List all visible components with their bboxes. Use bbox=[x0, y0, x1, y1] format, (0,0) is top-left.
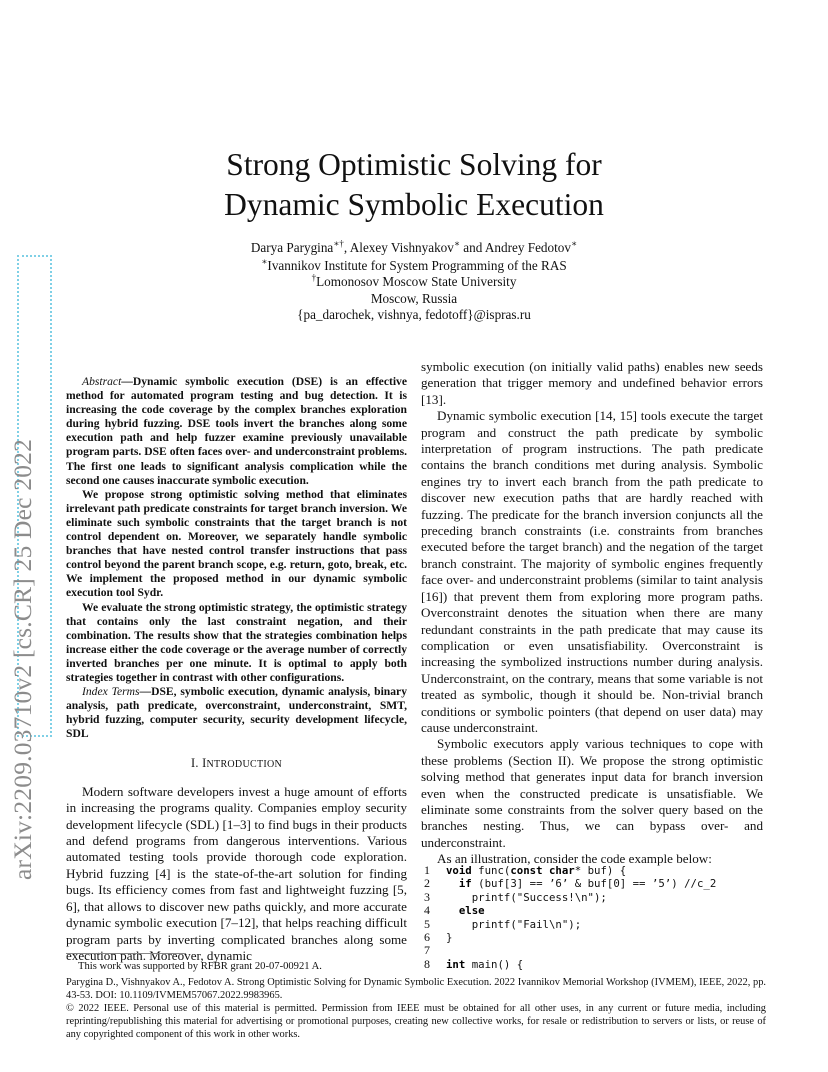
title-line-1: Strong Optimistic Solving for bbox=[226, 147, 602, 182]
code-text: * buf) { bbox=[574, 864, 627, 877]
right-paragraph-0: symbolic execution (on initially valid paths) enables new seeds generation that trigger memory and undefined behavior errors [13]. bbox=[421, 359, 763, 407]
citation-block bbox=[66, 977, 766, 1042]
index-terms-label: Index Terms bbox=[82, 685, 140, 699]
author-2-marks: ∗ bbox=[453, 238, 460, 249]
affiliation-2-mark: † bbox=[311, 272, 317, 283]
right-paragraph-1: Dynamic symbolic execution [14, 15] tools execute the target program and construct the path predicate by symbolic interpretation of program instructions. The path predicate contains the branch conditions met during analysis. Symbolic engines try to invert each branch from the path predicate to discover new execution paths that are hardly reached with fuzzing. The predicate for the branch inversion conjuncts all the preceding branch constraints (i.e. constraints from branches executed before the target branch) and the negation of the target branch constraint. The majority of symbolic engines frequently face over- and underconstraint problems (similar to taint analysis [16]) that prevent them from exploring more program paths. Overconstraint denotes the situation when there are many redundant constraints in the path predicate that may cause its complication or even unsatisfiability. Overconstraint is increasing the symbolized instructions number during analysis. Underconstraint, on the contrary, means that some variable is not treated as symbolic, though it should be. Non-trivial branch conditions or symbolic pointers (that depend on user data) may cause underconstraint. bbox=[421, 408, 763, 735]
copyright-notice: © 2022 IEEE. Personal use of this material is permitted. Permission from IEEE must be obtained for all other uses, in any current or future media, including reprinting/republishing this material for advertising or promotional purposes, creating new collective works, for resale or redistribution to servers or lists, or reuse of any copyrighted component of this work in other works. bbox=[66, 1002, 766, 1040]
citation-text: Parygina D., Vishnyakov A., Fedotov A. Strong Optimistic Solving for Dynamic Symbolic Execution. 2022 Ivannikov Memorial Workshop (IVMEM), IEEE, 2022, pp. 43-53. DOI: 10.1109/IVMEM57067.2022.9983965. bbox=[66, 977, 766, 1001]
code-text: (buf[3] == bbox=[471, 877, 549, 891]
code-keyword: else bbox=[446, 904, 485, 918]
footnote-rule bbox=[66, 953, 186, 954]
code-keyword: const char bbox=[510, 864, 575, 877]
code-text: printf("Success!\n"); bbox=[446, 890, 607, 904]
abstract-paragraph-2: We propose strong optimistic solving method that eliminates irrelevant path predicate constraints for target branch inversion. We eliminate such symbolic constraints that the target branch is not control dependent on. Moreover, we separately handle symbolic branches that have nested control transfer instructions that pass control beyond the parent branch scope, e.g. return, goto, break, etc. We implement the proposed method in our dynamic symbolic execution tool Sydr. bbox=[66, 487, 407, 600]
index-terms-text: —DSE, symbolic execution, dynamic analysis, binary analysis, path predicate, overconstraint, underconstraint, SMT, hybrid fuzzing, computer security, security development lifecycle, SDL bbox=[66, 685, 407, 741]
affiliation-1-text: Ivannikov Institute for System Programming of the RAS bbox=[267, 258, 567, 273]
code-line bbox=[424, 904, 769, 917]
author-3-marks: ∗ bbox=[570, 238, 578, 249]
abstract-label: Abstract bbox=[82, 375, 122, 388]
code-text: main() { bbox=[465, 957, 524, 971]
code-text: ’6’ & buf[0] == ’5’) //c_2 bbox=[548, 877, 717, 891]
line-number: 1 bbox=[424, 863, 430, 877]
line-number: 7 bbox=[424, 943, 430, 958]
code-line bbox=[424, 877, 769, 890]
code-line bbox=[424, 944, 769, 957]
line-number: 3 bbox=[424, 889, 430, 904]
author-1-marks: ∗† bbox=[333, 238, 344, 249]
left-column bbox=[66, 375, 407, 964]
section-title-cap: I bbox=[202, 756, 207, 771]
code-text: printf("Fail\n"); bbox=[446, 917, 582, 931]
paper-title bbox=[0, 145, 828, 225]
line-number: 2 bbox=[424, 876, 430, 891]
code-line bbox=[424, 931, 769, 944]
code-line bbox=[424, 918, 769, 931]
code-line bbox=[424, 891, 769, 904]
right-column bbox=[421, 359, 763, 868]
code-line bbox=[424, 958, 769, 971]
abstract-paragraph-3: We evaluate the strong optimistic strategy, the optimistic strategy that contains only the last constraint negation, and their combination. The results show that the strategies combination helps increase either the code coverage or the average number of correctly inverted branches per one minute. It is optimal to apply both strategies together in contrast with other configurations. bbox=[66, 600, 407, 684]
code-text: func( bbox=[471, 864, 511, 877]
author-email[interactable]: {pa_darochek, vishnya, fedotoff}@ispras.ru bbox=[297, 307, 531, 322]
section-title-rest: NTRODUCTION bbox=[206, 759, 283, 771]
author-list bbox=[0, 240, 828, 257]
affiliation-1-mark: ∗ bbox=[261, 256, 268, 267]
affiliation-2-text: Lomonosov Moscow State University bbox=[316, 274, 517, 289]
right-paragraph-3: As an illustration, consider the code example below: bbox=[437, 851, 712, 867]
affiliation-city: Moscow, Russia bbox=[370, 291, 458, 306]
code-keyword: int bbox=[446, 957, 466, 971]
code-keyword: if bbox=[446, 877, 472, 891]
right-paragraph-2: Symbolic executors apply various techniques to cope with these problems (Section II). We propose the strong optimistic solving method that generates input data for branch inversion even when the constructed predicate is unsatisfiable. We eliminate some constraints from the solver query based on the branches nesting. Thus, we can bypass over- and underconstraint. bbox=[421, 736, 763, 850]
affiliation-2 bbox=[0, 274, 828, 291]
abstract-text-1: —Dynamic symbolic execution (DSE) is an effective method for automated program testing and bug detection. It is increasing the code coverage by the complex branches exploration during hybrid fuzzing. DSE tools invert the branches along some execution path and help fuzzer examine previously unavailable program parts. DSE often faces over- and underconstraint problems. The first one leads to significant analysis complication while the second one causes inaccurate symbolic execution. bbox=[66, 375, 407, 487]
code-listing bbox=[424, 864, 769, 971]
section-number: I. bbox=[190, 756, 203, 771]
intro-paragraph: Modern software developers invest a huge amount of efforts in increasing the programs quality. Companies employ security development lifecycle (SDL) [1–3] to find bugs in their products and defend programs from dangerous interventions. Various automated testing tools provide thorough code exploration. Hybrid fuzzing [4] is the state-of-the-art solution for finding bugs. Its efficiency comes from fast and lightweight fuzzing [5, 6], that allows to discover new paths quickly, and more accurate dynamic symbolic execution [7–12], that helps reaching difficult program parts by inverting complicated branches along some execution path. Moreover, dynamic bbox=[66, 783, 407, 963]
index-terms bbox=[66, 685, 407, 741]
code-line bbox=[424, 864, 769, 877]
code-text: } bbox=[446, 931, 453, 945]
affiliation-1 bbox=[0, 258, 828, 275]
funding-footnote: This work was supported by RFBR grant 20-07-00921 A. bbox=[78, 961, 322, 972]
abstract-paragraph-1 bbox=[66, 375, 407, 488]
section-heading bbox=[66, 755, 407, 773]
author-1: Darya Parygina bbox=[250, 240, 334, 255]
author-2: , Alexey Vishnyakov bbox=[343, 240, 454, 255]
line-number: 8 bbox=[424, 956, 430, 971]
title-line-2: Dynamic Symbolic Execution bbox=[224, 187, 604, 222]
line-number: 4 bbox=[424, 903, 430, 918]
author-3: and Andrey Fedotov bbox=[459, 240, 571, 255]
arxiv-identifier[interactable]: arXiv:2209.03710v2 [cs.CR] 25 Dec 2022 bbox=[8, 438, 37, 880]
line-number: 5 bbox=[424, 916, 430, 931]
code-keyword: void bbox=[446, 864, 472, 877]
line-number: 6 bbox=[424, 930, 430, 945]
